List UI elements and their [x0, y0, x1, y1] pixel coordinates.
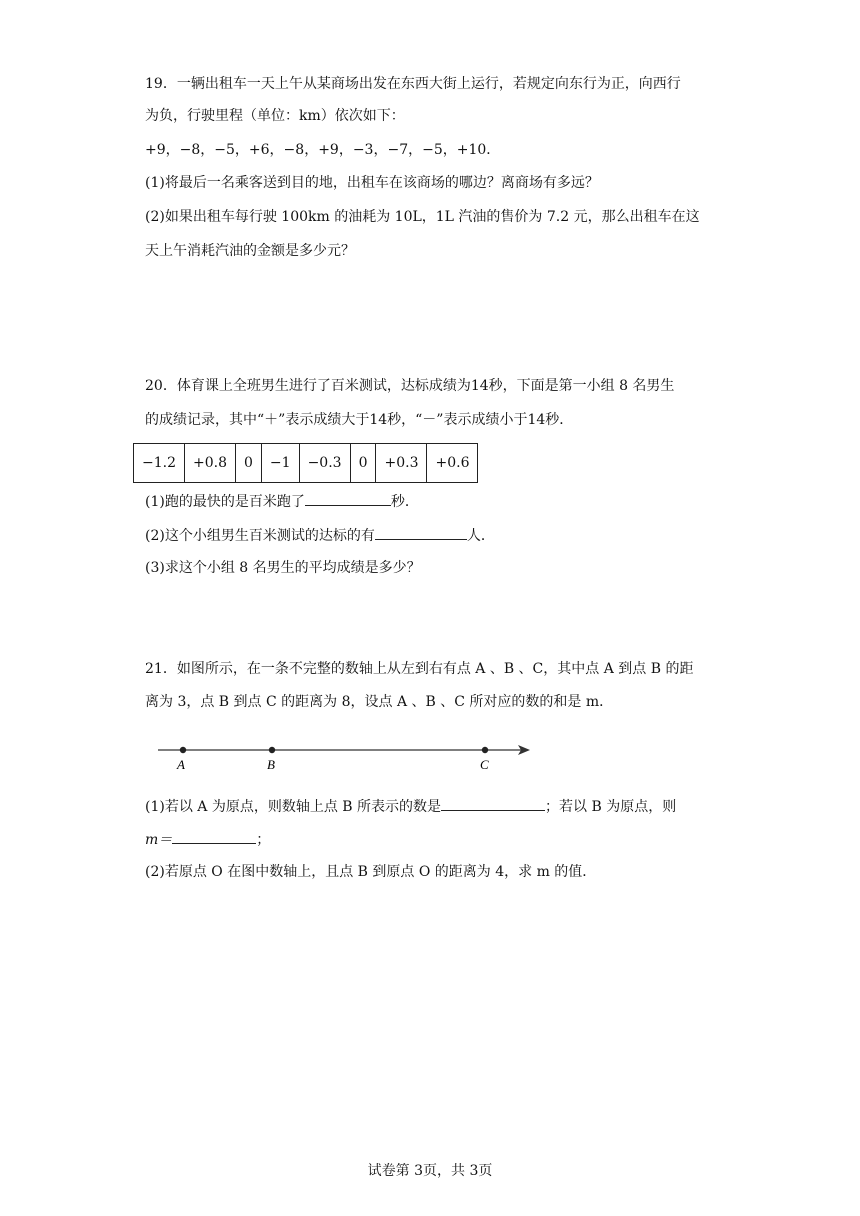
q21-part1-mid: ；若以 B 为原点，则: [545, 799, 677, 815]
q19-line2: 为负，行驶里程（单位：km）依次如下：: [145, 108, 405, 124]
q21-line2: 离为 3，点 B 到点 C 的距离为 8，设点 A 、B 、C 所对应的数的和是 m．: [145, 694, 614, 710]
table-cell: −1: [261, 444, 299, 483]
label-b: B: [267, 757, 275, 772]
number-line: [150, 735, 550, 775]
q19-part2-line2: 天上午消耗汽油的金额是多少元？: [145, 243, 355, 259]
q21-part1-line2: [145, 829, 270, 850]
q20-part1-suffix: 秒．: [390, 494, 419, 510]
q20-part3: (3)求这个小组 8 名男生的平均成绩是多少？: [145, 560, 421, 576]
table-cell: −1.2: [134, 444, 185, 483]
q19-part1: (1)将最后一名乘客送到目的地，出租车在该商场的哪边？离商场有多远？: [145, 175, 599, 191]
point-b: [269, 747, 275, 753]
m-equals: m＝: [145, 832, 173, 848]
answer-blank[interactable]: [441, 796, 545, 811]
q21-part1-end: ；: [256, 832, 271, 848]
table-cell: +0.3: [376, 444, 427, 483]
answer-blank[interactable]: [172, 829, 256, 844]
score-table: [133, 443, 478, 483]
table-cell: +0.8: [185, 444, 236, 483]
q20-part2-suffix: 人．: [466, 528, 495, 544]
q20-part1: [145, 491, 419, 512]
page-footer: 试卷第 3页，共 3页: [367, 1163, 493, 1179]
label-a: A: [177, 757, 185, 772]
table-cell: −0.3: [299, 444, 350, 483]
q19-line1: 19．一辆出租车一天上午从某商场出发在东西大街上运行，若规定向东行为正，向西行: [145, 76, 681, 92]
table-cell: +0.6: [427, 444, 478, 483]
q21-part1-prefix: (1)若以 A 为原点，则数轴上点 B 所表示的数是: [145, 799, 442, 815]
point-a: [180, 747, 186, 753]
q21-part1-line1: [145, 796, 676, 817]
q20-part1-prefix: (1)跑的最快的是百米跑了: [145, 494, 305, 510]
q20-line2: 的成绩记录，其中“＋”表示成绩大于14秒，“－”表示成绩小于14秒．: [145, 412, 574, 428]
q20-line1: 20．体育课上全班男生进行了百米测试，达标成绩为14秒，下面是第一小组 8 名男生: [145, 378, 675, 394]
q20-part2-prefix: (2)这个小组男生百米测试的达标的有: [145, 528, 375, 544]
answer-blank[interactable]: [305, 491, 391, 506]
q20-part2: [145, 525, 495, 546]
q21-part2: (2)若原点 O 在图中数轴上，且点 B 到原点 O 的距离为 4，求 m 的值．: [145, 864, 597, 880]
q19-mileage: +9，−8，−5，+6，−8，+9，−3，−7，−5，+10．: [145, 142, 501, 158]
q19-part2-line1: (2)如果出租车每行驶 100km 的油耗为 10L，1L 汽油的售价为 7.2 元，那么出租车在这: [145, 209, 700, 225]
table-cell: 0: [236, 444, 262, 483]
q21-line1: 21．如图所示，在一条不完整的数轴上从左到右有点 A 、B 、C，其中点 A 到点 B 的距: [145, 661, 694, 677]
table-cell: 0: [350, 444, 376, 483]
point-c: [482, 747, 488, 753]
answer-blank[interactable]: [375, 525, 467, 540]
table-row: [134, 444, 478, 483]
label-c: C: [480, 757, 489, 772]
